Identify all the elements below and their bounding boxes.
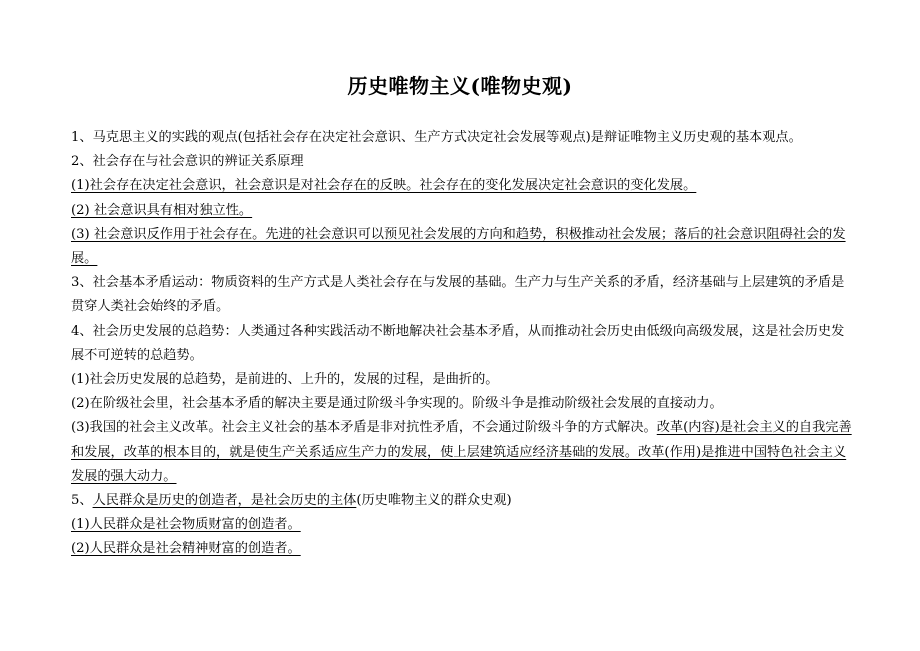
paragraph-5-underlined: 人民群众是历史的创造者，是社会历史的主体 [92, 493, 357, 509]
paragraph-4-item-3-underlined: 改革(内容)是社会主义的自我完善和发展，改革的根本目的，就是使生产关系适应生产力的发展，使上层建筑适应经济基础的发展。改革(作用)是推进中国特色社会主义发展的强大动力。 [71, 420, 852, 484]
paragraph-4-item-2: (2)在阶级社会里，社会基本矛盾的解决主要是通过阶级斗争实现的。阶级斗争是推动阶级社会发展的直接动力。 [71, 396, 723, 412]
page-title: 历史唯物主义(唯物史观) [347, 74, 573, 98]
paragraph-4-item-3-intro: (3)我国的社会主义改革。社会主义社会的基本矛盾是非对抗性矛盾，不会通过阶级斗争的方式解决。 [71, 420, 657, 436]
paragraph-1: 1、马克思主义的实践的观点(包括社会存在决定社会意识、生产方式决定社会发展等观点)是辩证唯物主义历史观的基本观点。 [71, 130, 802, 145]
paragraph-4-item-3 [71, 416, 855, 489]
paragraph-5-item-2: (2)人民群众是社会精神财富的创造者。 [71, 541, 301, 557]
paragraph-2-item-1: (1)社会存在决定社会意识，社会意识是对社会存在的反映。社会存在的变化发展决定社会意识的变化发展。 [71, 178, 697, 194]
paragraph-4: 4、社会历史发展的总趋势：人类通过各种实践活动不断地解决社会基本矛盾，从而推动社会历史由低级向高级发展，这是社会历史发展不可逆转的总趋势。 [71, 323, 845, 363]
paragraph-2-item-3: (3) 社会意识反作用于社会存在。先进的社会意识可以预见社会发展的方向和趋势，积极推动社会发展；落后的社会意识阻碍社会的发展。 [71, 226, 846, 267]
paragraph-5-note: (历史唯物主义的群众史观) [356, 493, 512, 509]
paragraph-3: 3、社会基本矛盾运动：物质资料的生产方式是人类社会存在与发展的基础。生产力与生产关系的矛盾，经济基础与上层建筑的矛盾是贯穿人类社会始终的矛盾。 [71, 275, 845, 315]
paragraph-2-item-2: (2) 社会意识具有相对独立性。 [71, 202, 253, 218]
paragraph-5-item-1: (1)人民群众是社会物质财富的创造者。 [71, 517, 301, 533]
paragraph-4-item-1: (1)社会历史发展的总趋势，是前进的、上升的，发展的过程，是曲折的。 [71, 372, 499, 388]
paragraph-5-number: 5、 [71, 493, 93, 509]
paragraph-2: 2、社会存在与社会意识的辨证关系原理 [71, 154, 304, 170]
document-body [71, 126, 855, 562]
paragraph-5 [71, 489, 855, 513]
